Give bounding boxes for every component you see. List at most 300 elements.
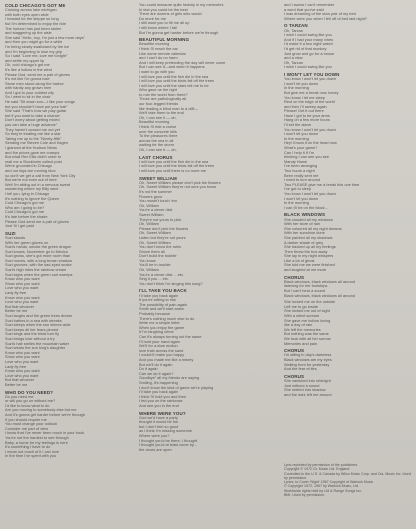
lyric-line: But that whoever	[5, 303, 35, 309]
lyric-line: So I went to sit in the chair	[5, 94, 51, 100]
lyric-line: You don't know the rules	[139, 244, 182, 250]
lyric-line: Oh, Tarzan	[284, 59, 303, 65]
lyric-line: Please! Get it out there	[284, 108, 324, 114]
lyric-line: You must change your outlook	[5, 421, 58, 427]
lyric-line: love train across the sand	[139, 347, 184, 353]
lyric-line: Are you moving to somebody else but me	[5, 407, 77, 413]
lyric-line: and settle my upper lip	[5, 57, 45, 63]
lyric-line: Oh, I can see it — oh,	[139, 147, 177, 153]
lyric-line: Oh, Tarzan	[284, 27, 303, 33]
song-section	[139, 176, 264, 287]
lyric-line: So they're treating me like a star	[5, 131, 61, 137]
lyric-line: Probably because	[139, 311, 171, 317]
lyric-line: I've been arranging	[284, 163, 318, 169]
lyric-line: We're grounded in Chicago	[5, 163, 52, 169]
lyric-line: Suzi grows, she's got more room than	[5, 253, 71, 259]
lyric-line: Cold Chicago's got me	[5, 200, 45, 206]
lyric-line: So I said "Love me, love me tonight"	[5, 53, 68, 59]
lyric-line: You know	[139, 257, 156, 263]
lyric-line: Love who you want	[5, 372, 39, 378]
lyric-line: In the morning	[284, 200, 309, 206]
song-section	[284, 348, 412, 372]
lyric-line: Just grow and go for a house	[284, 50, 335, 56]
lyric-line: Sing it you ... etc.	[139, 276, 169, 282]
lyric-line: I glanced at the Hudson News	[5, 145, 57, 151]
lyric-line: Who am I going to be?	[5, 204, 45, 210]
lyric-line: but you shouldn't have put your hair"	[5, 103, 68, 109]
lyric-line: and the dark left me around	[284, 391, 332, 397]
lyrics-column-1	[5, 3, 132, 461]
lyric-line: and I'm beginning to lose my grip	[5, 48, 62, 54]
lyric-line: and the prices gave me cramps	[5, 149, 60, 155]
copyright-credits	[284, 463, 412, 497]
lyric-line: Don't worry about getting mixed	[5, 117, 60, 123]
lyric-line: Sweet William	[139, 211, 164, 217]
lyric-line: The horizon has just been stolen	[5, 25, 62, 31]
lyric-line: And if I had your many vines	[284, 36, 334, 42]
lyric-line: Suzi laughs and the green trees dream	[5, 313, 73, 318]
lyric-line: Love who you want	[5, 299, 39, 305]
lyric-line: But we're not even out of here	[5, 177, 57, 183]
lyric-line: But that whoever	[5, 377, 35, 383]
lyric-line: Beautiful morning	[139, 119, 170, 125]
lyric-line: Please don't pick the flowers	[139, 225, 189, 231]
lyric-line: I wish I could swing like you	[284, 32, 332, 38]
lyric-line: Baby, a home for my feelings is here	[5, 439, 68, 445]
lyric-line: Like some remote calendar	[139, 50, 186, 56]
lyric-line: He said "Sit down son—I like your songs	[5, 99, 75, 105]
song-section	[284, 72, 412, 210]
lyric-line: I will love you until the stars tell me to be	[139, 82, 209, 88]
lyric-line: Well I'm sitting out in a nervous sweat	[5, 181, 70, 187]
lyric-line: Those are pathologically all	[139, 96, 187, 102]
lyric-line: across the sea in all	[139, 137, 174, 143]
song-title: CHORUS	[284, 348, 305, 354]
lyric-line: The possibility of pain again	[139, 301, 188, 307]
lyric-line: Left me to go inside	[284, 303, 318, 309]
lyric-line: Suzi bathes in a sea with streaks	[5, 317, 62, 323]
song-section	[5, 390, 132, 460]
lyric-line: With her store of rain	[284, 221, 321, 227]
song-section	[284, 212, 412, 272]
lyric-line: Suzi grooves, with the sad-eyed snake	[5, 262, 72, 268]
song-title: BLACK WINDOWS	[284, 212, 326, 218]
credit-line: BMI. Used by permission.	[284, 493, 325, 498]
lyric-line: Do you need me	[5, 393, 34, 399]
lyric-line: Suzi wears the sun king's daughter	[5, 345, 66, 351]
lyric-line: She told me we were finished	[284, 262, 335, 268]
lyric-line: Memories and pain	[284, 340, 318, 346]
lyric-line: I still want you to fill me all up	[139, 20, 190, 26]
lyric-line: Where were you when I fell off of bed last night?	[284, 15, 367, 21]
lyric-line: Stone men stood along the harbor	[5, 80, 64, 86]
lyric-line: Smiling, it's happening	[139, 379, 178, 385]
lyric-line: But give me a break now honey	[284, 89, 339, 95]
lyric-line: I will love you until the birds fall off the trees	[139, 78, 214, 84]
lyric-line: wondering where my Billy went	[5, 186, 59, 192]
lyric-line: I'll set the alarm	[284, 122, 312, 128]
lyric-line: We took with all her sorrow	[284, 336, 331, 341]
lyric-line: I won't let you down	[284, 131, 319, 137]
lyric-line: Suzi's hair smiles the mountain water	[5, 340, 70, 346]
song-section	[139, 288, 264, 408]
song-title: CHORUS	[284, 373, 305, 379]
lyric-line: Listen but they're not yours	[139, 234, 186, 240]
lyric-line: With a silent scream	[284, 313, 320, 319]
lyric-line: I'm sitting in day's darkness	[284, 352, 332, 358]
lyric-line: I'll hold your hand again	[139, 338, 180, 344]
lyric-line: But what Rex Ellis didn't order to	[5, 154, 62, 160]
lyric-line: Flowers grow	[139, 193, 163, 199]
lyric-line: as I think I'm missing someone	[139, 428, 193, 434]
lyric-line: Know who you want	[5, 349, 40, 355]
lyric-line: It's something I have to do	[5, 444, 51, 450]
lyric-line: Know who you want	[5, 294, 40, 300]
song-section	[284, 300, 412, 346]
lyric-line: But I'm gonna get harder before we're through	[139, 29, 219, 35]
lyric-line: Suzi keeps all her fears pinned	[5, 326, 59, 332]
lyric-line: Better be me	[5, 381, 28, 387]
lyric-line: Sending me Steven Cole and Kagen	[5, 140, 68, 146]
lyric-line: Lady fly free	[5, 363, 27, 369]
lyric-line: And you made me like a misery	[139, 356, 194, 362]
lyric-line: Do more for me	[139, 15, 167, 21]
lyric-line: Lady fly free	[5, 290, 27, 296]
lyric-line: You're a clever dick ... etc.	[139, 271, 185, 277]
lyric-line: with both eyes open wide	[5, 11, 49, 17]
song-title: I'LL TAKE YOU BACK	[139, 288, 187, 294]
lyric-line: mail me a Stockholm collect post	[5, 158, 62, 164]
lyrics-column-2	[139, 3, 264, 454]
lyric-line: I need to turn around	[284, 177, 321, 183]
credit-line: Copyright © 1972 Gr. Music Ltd. England	[284, 467, 350, 472]
song-section	[284, 374, 412, 398]
lyric-line: Suzi's hands, smoke the green dragon	[5, 244, 72, 250]
lyric-line: And the fear of ties	[284, 366, 317, 372]
lyric-line: Just 'til I get paid	[5, 223, 34, 229]
lyric-line: We'll take them to the end	[139, 110, 184, 116]
lyric-line: I can I'll be on the block...	[284, 204, 328, 210]
lyric-line: Consider me part of view	[5, 425, 49, 431]
song-section	[5, 231, 132, 388]
lyric-line: Who gave us the right	[139, 87, 177, 93]
song-section	[284, 3, 412, 21]
lyric-line: Two PLEASE give me a break this one time	[284, 181, 360, 187]
lyric-line: and staggering up the aisle	[5, 30, 52, 36]
lyric-line: But I can see it—and when it happens	[139, 64, 205, 70]
lyric-line: I don't know the kind of game we're playing	[139, 384, 214, 390]
lyric-line: We'll for a slow motion	[139, 343, 178, 349]
credit-line: Lyric reprinted by permission of the publishers.	[284, 463, 359, 467]
lyrics-column-3	[284, 3, 412, 399]
lyric-line: I'd make it a two night watch	[284, 41, 333, 47]
lyric-line: and I can't do no harm	[139, 55, 178, 61]
lyric-line: Oh, Sweet William	[139, 239, 171, 245]
lyric-line: Show who you want	[5, 354, 40, 360]
lyric-line: like a day of rain	[284, 322, 313, 328]
lyric-line: I tell you, lying in Chicago	[5, 190, 50, 196]
lyric-line: Oh, William	[139, 221, 159, 227]
lyric-line: I've got to sleep	[284, 186, 312, 192]
lyric-line: and then you might go for a while	[5, 39, 63, 45]
lyric-line: She clouded all my windows	[284, 216, 333, 222]
lyric-line: It's like a hollow in the wind	[5, 66, 52, 72]
lyric-line: I headed for the steppe so long	[5, 16, 59, 22]
lyric-line: In the morning	[284, 85, 309, 91]
lyric-line: You could measure quite heavily in my memories	[139, 3, 224, 7]
lyric-line: I'll take you back again	[139, 292, 179, 298]
song-section	[284, 275, 412, 299]
lyric-line: Black windows, black windows all around	[284, 292, 355, 298]
lyric-line: Goodbye" all my friends are saying	[139, 375, 200, 381]
lyric-line: Been really sent me	[284, 172, 319, 178]
lyric-line: And I will keep pretending the day will never come	[139, 59, 226, 65]
lyric-line: and laughed at me more	[284, 267, 327, 273]
song-section	[5, 3, 132, 229]
lyric-line: you can take a huge advance"	[5, 122, 58, 128]
lyric-line: I think I'll hold you and then	[139, 393, 187, 399]
song-section	[139, 155, 264, 174]
lyric-line: Oh, William	[139, 202, 159, 208]
lyric-line: She painted all my shadows	[284, 234, 333, 240]
lyric-line: She backed up all my feelings	[284, 244, 336, 250]
lyric-line: I'll take you back again	[139, 389, 179, 395]
lyric-line: Suzi knows, November go to Mexico	[5, 248, 68, 254]
lyric-line: With her green gloves on	[5, 239, 49, 245]
lyric-line: and then I'll sweep again	[284, 103, 327, 109]
lyric-line: I fed you on the rainbows	[139, 398, 183, 404]
lyric-line: Like a lot of ghost	[284, 257, 315, 263]
song-title: LAST CHORUS	[139, 154, 173, 160]
lyric-line: You're a clever dick	[139, 207, 173, 213]
lyric-line: Mandy Hame	[284, 158, 308, 164]
lyric-line: She coloured all my night dreams	[284, 225, 342, 231]
lyric-line: You don't think I'm singing this song?	[139, 280, 203, 286]
lyric-line: I wish I could swing like you	[284, 64, 332, 70]
lyric-line: When you enjoy the game	[139, 324, 185, 330]
lyric-line: In fact you could be the best	[139, 6, 188, 12]
lyric-line: In the morning	[284, 135, 309, 141]
lyric-line: Oh, Sweet William	[139, 230, 171, 236]
lyric-line: Suzi moves, with a long brown shadow	[5, 257, 73, 263]
lyric-line: our four-legged friends	[139, 101, 179, 107]
lyric-line: God we'd have a party	[139, 414, 178, 420]
credit-line: © Copyright 1972, 1967 by Warlock Music, Ltd.	[284, 484, 360, 489]
lyric-line: I was dreaming of the slow pair of my bed	[284, 11, 356, 17]
lyric-line: Just without a sound	[284, 382, 320, 388]
lyric-line: Do it again	[139, 366, 158, 372]
song-section	[284, 23, 412, 70]
lyric-line: I thought you'd be there, I thought	[139, 437, 198, 443]
lyric-line: Beautiful morning	[139, 41, 170, 47]
lyric-line: Waiting from for yesterday	[284, 361, 330, 367]
lyric-line: Rest on the edge of the world	[284, 99, 335, 105]
lyric-line: Oh, Sweet William they're not ours you know	[139, 184, 217, 190]
lyric-line: It's nothing to ignore the Queen	[5, 195, 60, 201]
lyric-line: What's your game?	[284, 145, 318, 151]
lyric-line: We left the memories	[284, 326, 321, 332]
lyric-line: She locked me on the outside	[284, 299, 336, 305]
lyric-line: You're not the hardest to see through	[5, 435, 69, 441]
song-section	[139, 411, 264, 453]
lyric-line: I will love you until the fish die in the sea	[139, 73, 209, 79]
lyric-line: Know who you want	[5, 276, 40, 282]
lyric-line: You know I won't let you down	[284, 190, 336, 196]
song-title: COLD CHICAGO'S GOT ME	[5, 3, 66, 8]
lyric-line: Suzi sighs when the green cart sweeps	[5, 271, 73, 277]
lyric-line: You'll be in trouble	[139, 262, 171, 268]
lyric-line: listening for her footsteps	[284, 283, 328, 289]
lyric-line: I will love you until the birds fall off the trees	[139, 163, 214, 169]
lyric-line: In the time I've spent with you	[5, 453, 57, 459]
lyric-line: Oh, cold chicago's got me	[5, 62, 50, 68]
lyric-line: It's not like I'm gonna lose	[5, 76, 50, 82]
lyric-line: With her sunshine done	[284, 230, 325, 236]
lyric-line: Oh, I can see it — oh,	[139, 114, 177, 120]
lyric-line: I know that I've never been much in your book	[5, 430, 85, 436]
lyric-line: Smile and we'll start anew	[139, 306, 184, 312]
lyric-line: Cold Chicago's got me	[5, 209, 45, 215]
lyric-line: Cruising across lake michigan	[5, 7, 57, 13]
lyric-line: I think I'll ride a cruise	[139, 124, 177, 130]
lyric-line: Have I got to be your arms	[284, 112, 330, 118]
song-section	[139, 3, 264, 35]
lyric-line: I'd like to know what to do	[5, 402, 50, 408]
lyric-line: Show who you want	[5, 280, 40, 286]
lyric-line: I want to go with you	[139, 68, 175, 74]
lyric-line: I thought you'd at least come by...	[139, 442, 197, 448]
lyric-line: Don't build the bubble	[139, 253, 177, 259]
lyric-line: Hang on a few more hours	[284, 117, 330, 123]
lyric-line: She said "That's how we play guitar	[5, 108, 67, 114]
lyric-line: She melted into shadow	[284, 387, 326, 393]
lyric-line: Can we do it again?	[139, 370, 174, 376]
lyric-line: There are dozens of girls who would	[139, 11, 202, 17]
lyric-line: Write me a simple letter	[139, 320, 180, 326]
lyric-line: And it's gonna get harder before we're through	[5, 412, 85, 418]
lyric-line: Shove them all	[139, 248, 165, 254]
lyric-line: She lay in my night whispers	[284, 253, 334, 259]
lyric-line: Know who you want	[5, 368, 40, 374]
lyric-line: Oh, William	[139, 267, 159, 273]
lyric-line: like leading a blind man to a cliff—	[139, 105, 198, 111]
lyric-line: Two hours a night	[284, 168, 315, 173]
lyric-line: thought it would be fun	[139, 419, 179, 425]
lyric-line: I'd get rid of that monkey	[284, 45, 327, 51]
lyric-line: Where were you?	[139, 433, 170, 439]
lyric-line: a word that you've said	[284, 6, 324, 12]
lyric-line: And see you in the end	[139, 402, 179, 408]
credit-line: Worldwide rights held by Ltd & Range Songs Inc.	[284, 488, 363, 493]
lyric-line: It's late before the shade	[5, 213, 48, 219]
lyric-line: Taking me up to the "Ninety-fifth"	[5, 135, 62, 141]
lyric-line: the doors are open	[139, 446, 172, 452]
lyric-line: I won't let you down	[284, 195, 319, 201]
song-title: I WON'T LET YOU DOWN	[284, 71, 340, 77]
lyric-line: over the concrete hills	[139, 128, 177, 134]
lyric-line: She locked me out of sight	[284, 308, 330, 314]
song-section	[139, 37, 264, 152]
lyric-line: There's nothing much else to do	[139, 315, 195, 321]
lyric-line: She gave me hollow loving	[284, 317, 331, 323]
lyric-line: to ruin the world from there?	[139, 91, 188, 97]
lyric-line: Please God, send me a pair of gloves	[5, 71, 70, 77]
lyric-line: and our legs are running blue	[5, 167, 56, 173]
lyric-line: I mean not much of it I can love	[5, 448, 60, 454]
song-title: SWEET WILLIAM	[139, 175, 177, 181]
lyric-line: It's not the summer	[139, 188, 172, 194]
song-title: BEAUTIFUL MORNING	[139, 37, 190, 43]
lyric-line: I'm being slowly swallowed by the ice	[5, 43, 70, 49]
lyric-line: But nothing was the same	[284, 331, 329, 337]
lyric-line: Better be me	[5, 308, 28, 314]
lyric-line: You know I let me sleep	[284, 94, 325, 100]
lyric-line: Can I help it if I'm	[284, 149, 314, 155]
lyric-line: But I can't hear a sound	[284, 288, 325, 294]
lyric-line: Suzi brings love without a try	[5, 335, 55, 341]
song-title: O TARZAN	[284, 23, 308, 29]
lyric-line: Suzi sleeps when the sun shines wide	[5, 322, 71, 328]
song-title: SUZI	[5, 230, 16, 236]
lyric-line: and I swear I can't remember	[284, 3, 335, 7]
lyric-line: She said "Hello, boy, I'm just a few more days"	[5, 34, 85, 40]
lyric-line: thinking I can see you see	[284, 154, 329, 160]
lyric-line: Love who you want	[5, 358, 39, 364]
credit-line: Lyrics: to Cover 'Night' 1967 Copyright of Warlock Music	[284, 480, 374, 485]
lyric-line: but I don't feel so good	[139, 423, 179, 429]
lyric-line: I still know where I fall	[139, 24, 177, 30]
lyric-line: with hardly any grown men	[5, 85, 52, 91]
lyric-line: And I got to your coldest city	[5, 89, 54, 95]
lyric-line: and a view	[284, 55, 303, 61]
lyric-line: I will love you until the fish die in the sea	[139, 158, 209, 164]
lyric-line: but I'm determined to enjoy the ride	[5, 20, 66, 26]
lyric-line: Hey! Knock it on the head now	[284, 140, 337, 146]
lyric-line: waiting for the storm	[139, 142, 175, 148]
lyric-line: You mustn't touch 'em	[139, 198, 177, 204]
lyric-line: Then threw the box away	[284, 248, 328, 254]
credit-line: Controlled in the U.S. & Canada by Wilco Music Corp. and Cia. Music Inc. Used by permission.	[284, 471, 411, 480]
lyric-line: You know I won't let you down	[284, 126, 336, 132]
lyric-line: They're not yours to pick	[139, 216, 182, 222]
lyric-line: Suzi stands	[5, 234, 26, 240]
lyric-line: Oh, Sweet William please don't pick the flowers	[139, 179, 221, 185]
lyric-line: Please God send me a pair of gloves	[5, 218, 69, 224]
lyric-line: They haven't cussed me out yet	[5, 126, 60, 132]
song-title: WHO DO YOU NEED?	[5, 389, 54, 395]
lyric-line: or will you go on without me?	[5, 398, 56, 404]
lyric-line: If you're willing to risk	[139, 297, 176, 303]
lyric-line: Black windows, black windows all around	[284, 278, 355, 284]
song-title: CHORUS	[284, 274, 305, 280]
lyric-line: If I'm laughing crime	[139, 329, 174, 335]
lyric-line: Can it's always turning out the same	[139, 334, 202, 339]
lyric-line: I won't let you down	[284, 80, 319, 86]
lyric-line: She vanished into midnight	[284, 377, 331, 383]
lyric-line: Suzi's high rides the rainbow cream	[5, 267, 67, 273]
lyric-line: But we'll do it again	[139, 361, 173, 367]
lyric-line: Black windows are my eyes	[284, 356, 332, 362]
lyric-line: Suzi sings and the birds turn fly	[5, 331, 60, 337]
lyric-line: A darker shade of grey	[284, 239, 324, 245]
lyric-line: To the pleasures there	[139, 133, 178, 139]
song-title: WHERE WERE YOU?	[139, 410, 186, 416]
lyric-line: so don't we get a call from New York City	[5, 172, 76, 178]
lyric-line: I couldn't make you happy	[139, 352, 185, 358]
lyric-line: Love who you want	[5, 285, 39, 291]
lyric-line: but if you want to take a chance	[5, 112, 60, 118]
lyric-line: You know I won't let you down	[284, 76, 336, 82]
